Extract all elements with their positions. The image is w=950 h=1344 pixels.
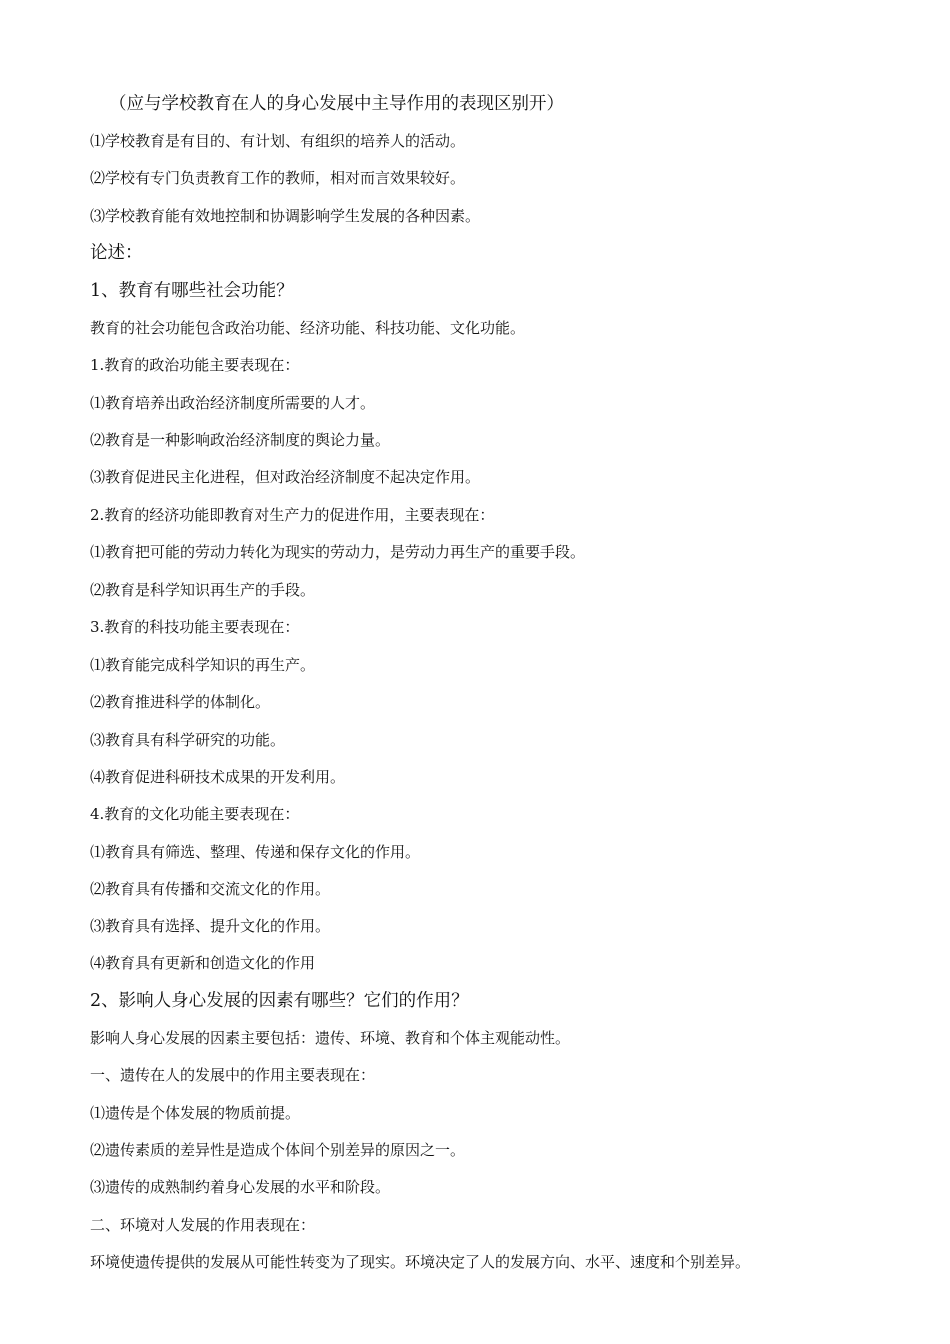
- text-line: ⑶教育具有科学研究的功能。: [90, 731, 286, 749]
- text-line: ⑶学校教育能有效地控制和协调影响学生发展的各种因素。: [90, 207, 481, 225]
- text-line: 一、遗传在人的发展中的作用主要表现在：: [90, 1066, 376, 1084]
- text-line: ⑵遗传素质的差异性是造成个体间个别差异的原因之一。: [90, 1141, 466, 1159]
- text-line: 影响人身心发展的因素主要包括：遗传、环境、教育和个体主观能动性。: [90, 1029, 571, 1047]
- text-line: ⑵教育是科学知识再生产的手段。: [90, 581, 316, 599]
- text-line: 2、影响人身心发展的因素有哪些？它们的作用？: [90, 991, 469, 1011]
- text-line: ⑵教育是一种影响政治经济制度的舆论力量。: [90, 431, 391, 449]
- text-line: ⑴学校教育是有目的、有计划、有组织的培养人的活动。: [90, 132, 466, 150]
- text-line: 环境使遗传提供的发展从可能性转变为了现实。环境决定了人的发展方向、水平、速度和个别差异。: [90, 1253, 751, 1271]
- text-line: （应与学校教育在人的身心发展中主导作用的表现区别开）: [109, 94, 564, 114]
- text-line: ⑶教育具有选择、提升文化的作用。: [90, 917, 331, 935]
- text-line: ⑵教育推进科学的体制化。: [90, 693, 271, 711]
- text-line: 二、环境对人发展的作用表现在：: [90, 1216, 316, 1234]
- text-line: ⑷教育具有更新和创造文化的作用: [90, 954, 316, 972]
- text-line: ⑴教育把可能的劳动力转化为现实的劳动力，是劳动力再生产的重要手段。: [90, 543, 586, 561]
- text-line: 1、教育有哪些社会功能？: [90, 281, 294, 301]
- text-line: 1.教育的政治功能主要表现在：: [90, 356, 300, 374]
- text-line: 2.教育的经济功能即教育对生产力的促进作用，主要表现在：: [90, 506, 495, 524]
- text-line: ⑴遗传是个体发展的物质前提。: [90, 1104, 301, 1122]
- text-line: ⑶遗传的成熟制约着身心发展的水平和阶段。: [90, 1178, 391, 1196]
- text-line: ⑴教育培养出政治经济制度所需要的人才。: [90, 394, 376, 412]
- text-line: 3.教育的科技功能主要表现在：: [90, 618, 300, 636]
- text-line: ⑵教育具有传播和交流文化的作用。: [90, 880, 331, 898]
- text-line: 论述：: [90, 243, 143, 263]
- text-line: ⑴教育能完成科学知识的再生产。: [90, 656, 316, 674]
- text-line: ⑵学校有专门负责教育工作的教师，相对而言效果较好。: [90, 169, 466, 187]
- text-line: ⑴教育具有筛选、整理、传递和保存文化的作用。: [90, 843, 421, 861]
- text-line: 教育的社会功能包含政治功能、经济功能、科技功能、文化功能。: [90, 319, 526, 337]
- text-line: 4.教育的文化功能主要表现在：: [90, 805, 300, 823]
- text-line: ⑶教育促进民主化进程，但对政治经济制度不起决定作用。: [90, 468, 481, 486]
- text-line: ⑷教育促进科研技术成果的开发利用。: [90, 768, 346, 786]
